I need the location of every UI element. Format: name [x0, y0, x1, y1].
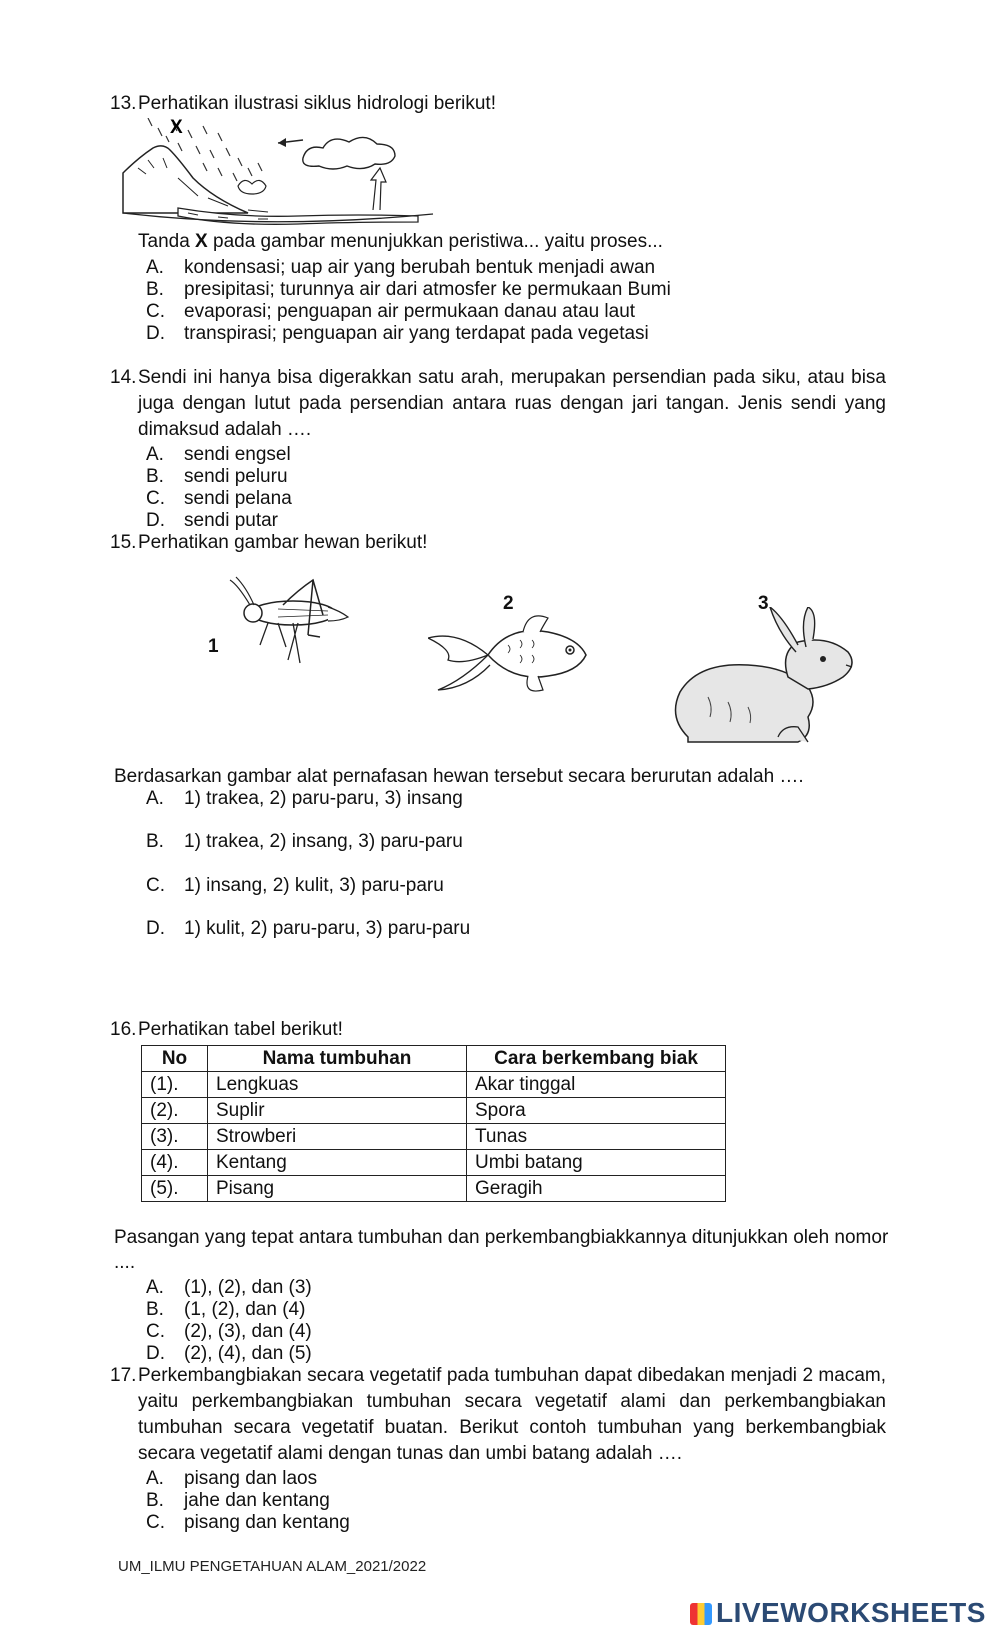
q14-option-a[interactable]: A. sendi engsel: [146, 444, 291, 465]
q15-prompt: 15.Perhatikan gambar hewan berikut!: [110, 532, 428, 553]
q14-option-d[interactable]: D. sendi putar: [146, 510, 279, 531]
q17-option-c[interactable]: C. pisang dan kentang: [146, 1512, 350, 1533]
table-cell: (2).: [142, 1098, 208, 1124]
table-header-no: No: [142, 1046, 208, 1072]
table-cell: Akar tinggal: [467, 1072, 726, 1098]
table-row: [142, 1176, 726, 1202]
q13-option-d[interactable]: D. transpirasi; penguapan air yang terdapat pada vegetasi: [146, 323, 649, 344]
plant-reproduction-table: [141, 1045, 726, 1202]
q17-option-b[interactable]: B. jahe dan kentang: [146, 1490, 330, 1511]
grasshopper-image: [228, 575, 358, 670]
q14-option-c[interactable]: C. sendi pelana: [146, 488, 292, 509]
table-cell: (4).: [142, 1150, 208, 1176]
table-cell: Pisang: [208, 1176, 467, 1202]
q14-number: 14.: [110, 367, 137, 388]
table-header-plant: Nama tumbuhan: [208, 1046, 467, 1072]
table-cell: Kentang: [208, 1150, 467, 1176]
q15-option-c[interactable]: C. 1) insang, 2) kulit, 3) paru-paru: [146, 875, 444, 896]
q16-question-line1: Pasangan yang tepat antara tumbuhan dan perkembangbiakkannya ditunjukkan oleh nomor: [114, 1227, 889, 1248]
liveworksheets-logo-icon: [690, 1603, 712, 1625]
q13-option-c[interactable]: C. evaporasi; penguapan air permukaan danau atau laut: [146, 301, 636, 322]
q16-prompt: 16.Perhatikan tabel berikut!: [110, 1019, 343, 1040]
q14-text: Sendi ini hanya bisa digerakkan satu arah, merupakan persendian pada siku, atau bisa juga dengan lutut pada persendian antara ruas dengan jari tangan. Jenis sendi yang dimaksud adalah ….: [138, 367, 886, 440]
q13-prompt: 13.Perhatikan ilustrasi siklus hidrologi berikut!: [110, 93, 496, 114]
page-footer: UM_ILMU PENGETAHUAN ALAM_2021/2022: [118, 1558, 427, 1575]
q13-option-a[interactable]: A. kondensasi; uap air yang berubah bentuk menjadi awan: [146, 257, 656, 278]
q15-question: Berdasarkan gambar alat pernafasan hewan tersebut secara berurutan adalah ….: [114, 766, 804, 787]
table-row: [142, 1098, 726, 1124]
q16-option-a[interactable]: A. (1), (2), dan (3): [146, 1277, 312, 1298]
q17-number: 17.: [110, 1365, 137, 1386]
table-cell: Suplir: [208, 1098, 467, 1124]
figure-marker-x: X: [170, 118, 183, 138]
q14-option-b[interactable]: B. sendi peluru: [146, 466, 288, 487]
table-cell: Lengkuas: [208, 1072, 467, 1098]
table-row: [142, 1150, 726, 1176]
animal-label-3: 3: [758, 593, 769, 614]
table-cell: (5).: [142, 1176, 208, 1202]
q16-option-b[interactable]: B. (1, (2), dan (4): [146, 1299, 306, 1320]
table-header-method: Cara berkembang biak: [467, 1046, 726, 1072]
table-header-row: [142, 1046, 726, 1072]
liveworksheets-logo[interactable]: LIVEWORKSHEETS: [690, 1597, 986, 1629]
q15-option-a[interactable]: A. 1) trakea, 2) paru-paru, 3) insang: [146, 788, 463, 809]
q16-option-d[interactable]: D. (2), (4), dan (5): [146, 1343, 312, 1364]
hydrologic-cycle-illustration: [118, 118, 438, 236]
animal-label-2: 2: [503, 593, 514, 614]
table-cell: Strowberi: [208, 1124, 467, 1150]
q17-text: Perkembangbiakan secara vegetatif pada tumbuhan dapat dibedakan menjadi 2 macam, yaitu perkembangbiakan tumbuhan secara vegetatif alami dan perkembangbiakan tumbuhan secara vegetatif buatan. Berikut contoh tumbuhan yang berkembangbiak secara vegetatif alami dengan tunas dan umbi batang adalah ….: [138, 1365, 886, 1464]
q13-option-b[interactable]: B. presipitasi; turunnya air dari atmosfer ke permukaan Bumi: [146, 279, 671, 300]
q17-option-a[interactable]: A. pisang dan laos: [146, 1468, 318, 1489]
q15-option-b[interactable]: B. 1) trakea, 2) insang, 3) paru-paru: [146, 831, 463, 852]
table-cell: Umbi batang: [467, 1150, 726, 1176]
q15-option-d[interactable]: D. 1) kulit, 2) paru-paru, 3) paru-paru: [146, 918, 471, 939]
table-cell: Geragih: [467, 1176, 726, 1202]
q16-option-c[interactable]: C. (2), (3), dan (4): [146, 1321, 312, 1342]
table-cell: Tunas: [467, 1124, 726, 1150]
table-row: [142, 1124, 726, 1150]
table-cell: (1).: [142, 1072, 208, 1098]
table-cell: (3).: [142, 1124, 208, 1150]
q13-question: Tanda X pada gambar menunjukkan peristiwa... yaitu proses...: [138, 231, 663, 252]
q16-question-line2: ....: [114, 1252, 136, 1273]
goldfish-image: [428, 610, 598, 700]
table-cell: Spora: [467, 1098, 726, 1124]
rabbit-image: [668, 607, 863, 749]
animal-label-1: 1: [208, 636, 219, 657]
table-row: [142, 1072, 726, 1098]
